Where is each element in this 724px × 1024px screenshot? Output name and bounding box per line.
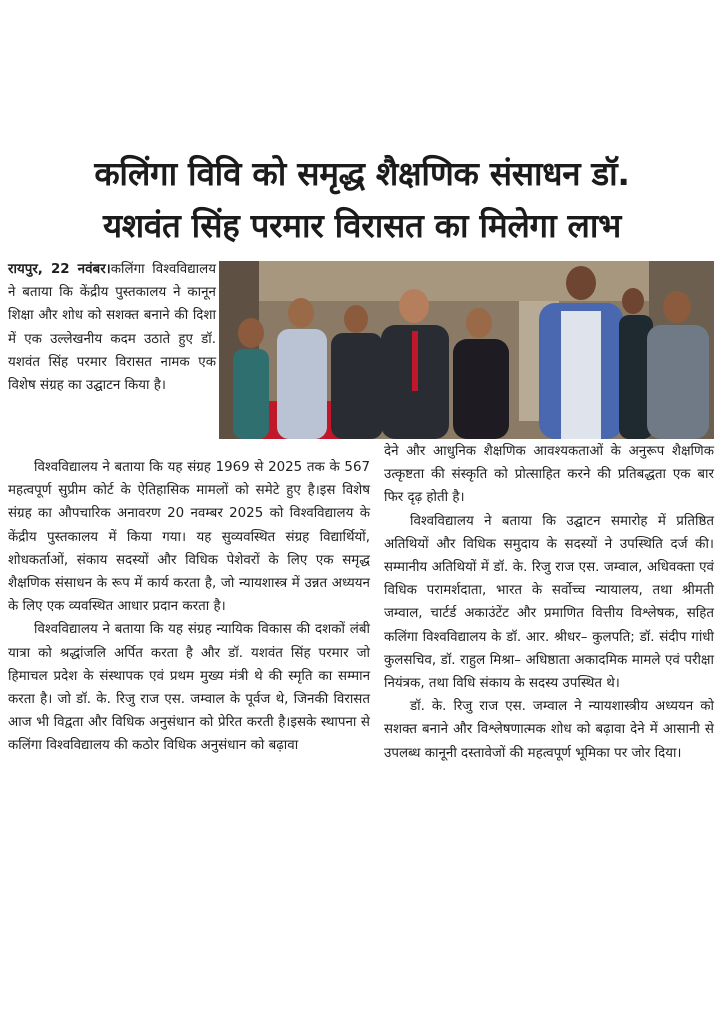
event-photo bbox=[219, 261, 714, 439]
headline-line-2: यशवंत सिंह परमार विरासत का मिलेगा लाभ bbox=[102, 206, 622, 245]
lead-paragraph bbox=[8, 258, 216, 397]
article-column-left bbox=[8, 456, 370, 758]
group-photo-icon bbox=[219, 261, 714, 439]
article-paragraph-5: डॉ. के. रिजु राज एस. जम्वाल ने न्यायशास्त्रीय अध्ययन को सशक्त बनाने और विश्लेषणात्मक शोध को बढ़ावा देने में आसानी से उपलब्ध कानूनी दस्तावेजों की महत्वपूर्ण भूमिका पर जोर दिया। bbox=[384, 699, 714, 761]
article-paragraph-3-continued: देने और आधुनिक शैक्षणिक आवश्यकताओं के अनुरूप शैक्षणिक उत्कृष्टता की संस्कृति को प्रोत्साहित करने की प्रतिबद्धता एक बार फिर दृढ़ होती है। bbox=[384, 444, 714, 506]
headline-line-1: कलिंगा विवि को समृद्ध शैक्षणिक संसाधन डॉ. bbox=[94, 154, 630, 193]
article-paragraph-4: विश्वविद्यालय ने बताया कि उद्घाटन समारोह में प्रतिष्ठित अतिथियों और विधिक समुदाय के सदस्यों ने उपस्थिति दर्ज की।सम्मानीय अतिथियों में डॉ. के. रिजु राज एस. जम्वाल, अधिवक्ता एवं विधिक परामर्शदाता, भारत के सर्वोच्च न्यायालय, तथा श्रीमती जम्वाल, चार्टर्ड अकाउंटेंट और प्रमाणित वित्तीय विश्लेषक, सहित कलिंगा विश्वविद्यालय के डॉ. आर. श्रीधर– कुलपति; डॉ. संदीप गांधी कुलसचिव, डॉ. राहुल मिश्रा– अधिष्ठाता अकादमिक मामले एवं परीक्षा नियंत्रक, तथा विधि संकाय के सदस्य उपस्थित थे। bbox=[384, 513, 714, 692]
article-column-left-top bbox=[8, 258, 216, 397]
article-paragraph-3: विश्वविद्यालय ने बताया कि यह संग्रह न्यायिक विकास की दशकों लंबी यात्रा को श्रद्धांजलि अर्पित करता है और डॉ. यशवंत सिंह परमार जो हिमाचल प्रदेश के संस्थापक एवं प्रथम मुख्य मंत्री थे की स्मृति का सम्मान करता है। जो डॉ. के. रिजु राज एस. जम्वाल के पूर्वज थे, जिनकी विरासत आज भी विद्वता और विधिक अनुसंधान को प्रेरित करती है।इसके स्थापना से कलिंगा विश्वविद्यालय की कठोर विधिक अनुसंधान को बढ़ावा bbox=[8, 622, 370, 754]
dateline: रायपुर, 22 नवंबर। bbox=[8, 262, 111, 277]
article-column-right bbox=[384, 440, 714, 765]
article-paragraph-2: विश्वविद्यालय ने बताया कि यह संग्रह 1969 से 2025 तक के 567 महत्वपूर्ण सुप्रीम कोर्ट के ऐतिहासिक मामलों को समेटे हुए है।इस विशेष संग्रह का औपचारिक अनावरण 20 नवम्बर 2025 को विश्वविद्यालय के केंद्रीय पुस्तकालय में किया गया। यह सुव्यवस्थित संग्रह विद्यार्थियों, शोधकर्ताओं, संकाय सदस्यों और विधिक पेशेवरों के लिए एक समृद्ध शैक्षणिक संसाधन के रूप में कार्य करता है, जो न्यायशास्त्र में उन्नत अध्ययन के लिए एक व्यवस्थित आधार प्रदान करता है। bbox=[8, 460, 370, 615]
lead-text: कलिंगा विश्वविद्यालय ने बताया कि केंद्रीय पुस्तकालय ने कानून शिक्षा और शोध को सशक्त बनाने की दिशा में एक उल्लेखनीय कदम उठाते हुए डॉ. यशवंत सिंह परमार विरासत नामक एक विशेष संग्रह का उद्घाटन किया है। bbox=[8, 262, 216, 394]
headline bbox=[8, 148, 716, 252]
